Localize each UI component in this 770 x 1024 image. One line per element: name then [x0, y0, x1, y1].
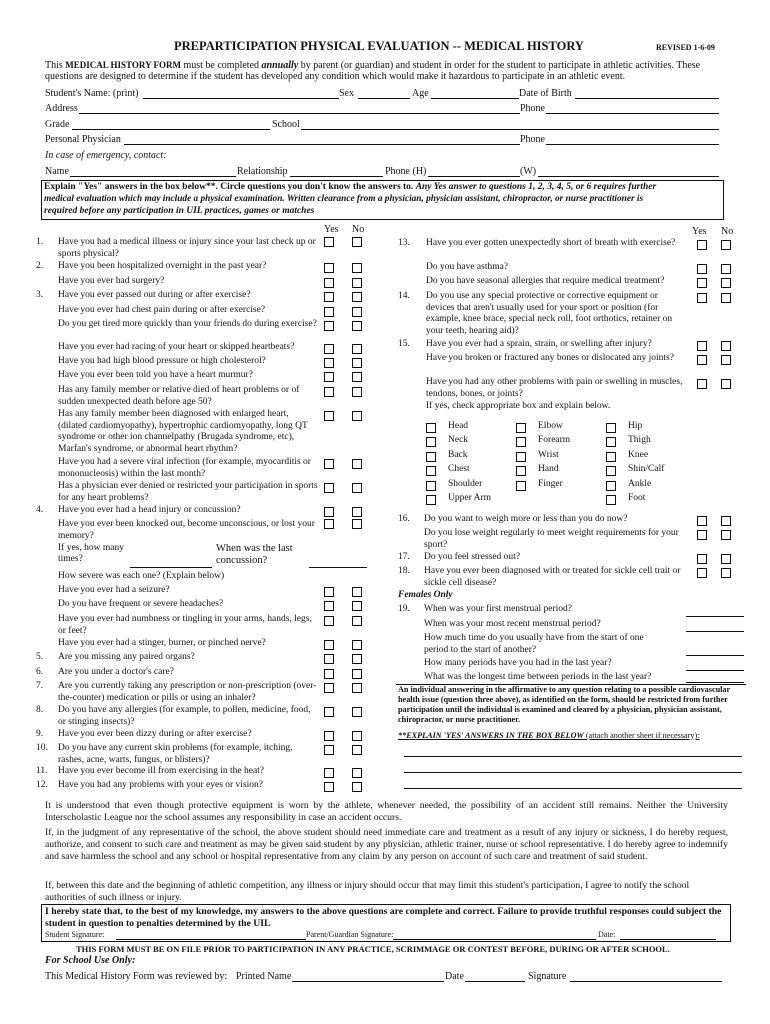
- explain-line-1: Explain "Yes" answers in the box below**. Circle questions you don't know the answers to. Any Yes answer to questions 1, 2, 3, 4, 5, or 6 requires further: [44, 182, 657, 192]
- question-number: 18.: [398, 566, 410, 576]
- affirmative-note: An individual answering in the affirmative to any question relating to a possible cardiovascular health issue (question three above), as identified on the form, should be restricted from further participation until the individual is examined and cleared by a physician, physician assistant, chiropractor, or nurse practitioner.: [398, 685, 730, 724]
- address-label: Address: [45, 103, 78, 114]
- no-checkbox[interactable]: [352, 237, 362, 247]
- no-checkbox[interactable]: [721, 278, 731, 288]
- yes-checkbox[interactable]: [324, 782, 334, 792]
- phone-w-field[interactable]: [538, 176, 719, 177]
- relationship-label: Relationship: [237, 166, 288, 177]
- question-number: 8.: [36, 705, 44, 715]
- yes-checkbox[interactable]: [324, 292, 334, 302]
- question-text: Have you had any other problems with pain or swelling in muscles, tendons, bones, or joints?: [426, 377, 683, 399]
- question-text: Have you had high blood pressure or high cholesterol?: [58, 356, 266, 366]
- body-part-label: Hand: [538, 464, 559, 475]
- body-part-checkbox[interactable]: [516, 466, 526, 476]
- q19-first-period-field[interactable]: [686, 616, 744, 617]
- concussion-last-field[interactable]: [309, 567, 367, 568]
- phone2-label: Phone: [520, 134, 545, 145]
- yes-checkbox[interactable]: [324, 616, 334, 626]
- body-part-label: Finger: [538, 478, 563, 489]
- body-part-checkbox[interactable]: [426, 466, 436, 476]
- question-text: Do you feel stressed out?: [424, 552, 521, 562]
- q19-longest-time: What was the longest time between periods in the last year?: [424, 672, 652, 682]
- no-checkbox[interactable]: [352, 654, 362, 664]
- age-label: Age: [412, 88, 429, 99]
- explain-line-b[interactable]: [404, 772, 742, 773]
- body-part-label: Back: [448, 449, 468, 460]
- printed-name-label: Printed Name: [236, 971, 292, 982]
- question-text: Has a physician ever denied or restricted your participation in sports for any heart problems?: [58, 481, 318, 503]
- body-part-checkbox[interactable]: [426, 481, 436, 491]
- question-text: Do you have any allergies (for example, to pollen, medicine, food, or stinging insects)?: [58, 705, 311, 727]
- no-header-right: No: [721, 226, 734, 237]
- yes-checkbox[interactable]: [697, 355, 707, 365]
- yes-checkbox[interactable]: [697, 516, 707, 526]
- question-text: Do you get tired more quickly than your friends do during exercise?: [58, 319, 317, 329]
- no-checkbox[interactable]: [352, 321, 362, 331]
- question-text: Has any family member or relative died of heart problems or of sudden unexpected death before age 50?: [58, 385, 300, 407]
- concussion-last-label: When was the last concussion?: [216, 543, 293, 566]
- revised-date: REVISED 1-6-09: [656, 43, 715, 52]
- yes-checkbox[interactable]: [697, 530, 707, 540]
- body-part-checkbox[interactable]: [426, 437, 436, 447]
- explain-yes-heading: **EXPLAIN 'YES' ANSWERS IN THE BOX BELOW (attach another sheet if necessary):: [398, 731, 700, 740]
- body-part-label: Shoulder: [448, 478, 483, 489]
- no-checkbox[interactable]: [721, 293, 731, 303]
- concussion-severity-label: How severe was each one? (Explain below): [58, 571, 225, 581]
- student-name-label: Student's Name: (print): [45, 88, 139, 99]
- question-number: 15.: [398, 339, 410, 349]
- no-checkbox[interactable]: [352, 358, 362, 368]
- yes-checkbox[interactable]: [324, 519, 334, 529]
- question-number: 11.: [36, 766, 48, 776]
- concussion-count-label: If yes, how many times?: [58, 543, 124, 564]
- question-number: 16.: [398, 514, 410, 524]
- body-part-label: Upper Arm: [448, 493, 492, 503]
- yes-checkbox[interactable]: [697, 554, 707, 564]
- student-name-field[interactable]: [143, 98, 339, 99]
- no-checkbox[interactable]: [352, 411, 362, 421]
- females-heading: Females Only: [398, 590, 453, 600]
- q19-period-count: How many periods have you had in the last year?: [424, 658, 612, 668]
- body-part-label: Knee: [628, 449, 649, 460]
- question-number: 4.: [36, 505, 44, 515]
- date-field[interactable]: [620, 939, 716, 940]
- no-checkbox[interactable]: [721, 530, 731, 540]
- body-part-label: Thigh: [628, 435, 651, 446]
- school-label: School: [272, 119, 300, 130]
- question-text: Have you had any problems with your eyes or vision?: [58, 780, 263, 790]
- question-text: Have you ever been diagnosed with or treated for sickle cell trait or sickle cell disease?: [424, 566, 681, 588]
- yes-checkbox[interactable]: [697, 568, 707, 578]
- question-text: Have you ever passed out during or after exercise?: [58, 290, 251, 300]
- no-checkbox[interactable]: [352, 782, 362, 792]
- question-text: Have you ever had a seizure?: [58, 585, 170, 595]
- no-checkbox[interactable]: [352, 519, 362, 529]
- no-checkbox[interactable]: [721, 568, 731, 578]
- question-text: Do you have asthma?: [426, 262, 509, 272]
- question-number: 7.: [36, 681, 44, 691]
- question-text: Have you had a medical illness or injury since your last check up or sports physical?: [58, 237, 316, 259]
- no-checkbox[interactable]: [721, 240, 731, 250]
- no-checkbox[interactable]: [352, 307, 362, 317]
- q19-longest-field[interactable]: [686, 682, 744, 683]
- age-field[interactable]: [431, 98, 519, 99]
- reviewed-by-label: This Medical History Form was reviewed by:: [45, 971, 228, 982]
- no-checkbox[interactable]: [352, 768, 362, 778]
- yes-checkbox[interactable]: [324, 483, 334, 493]
- date-label: Date:: [598, 930, 616, 939]
- question-text: Have you ever gotten unexpectedly short of breath with exercise?: [426, 238, 676, 248]
- question-text: If yes, check appropriate box and explain below.: [426, 401, 611, 411]
- no-checkbox[interactable]: [352, 707, 362, 717]
- body-part-checkbox[interactable]: [516, 481, 526, 491]
- no-checkbox[interactable]: [721, 264, 731, 274]
- no-checkbox[interactable]: [352, 483, 362, 493]
- explain-line-a[interactable]: [404, 756, 742, 757]
- phone-w-label: (W): [520, 166, 537, 177]
- body-part-checkbox[interactable]: [606, 495, 616, 505]
- body-part-label: Shin/Calf: [628, 464, 665, 475]
- body-part-label: Head: [448, 421, 469, 431]
- question-text: Have you ever had chest pain during or after exercise?: [58, 305, 266, 315]
- yes-checkbox[interactable]: [324, 707, 334, 717]
- explain-line-3: required before any participation in UIL practices, games or matches: [44, 206, 315, 216]
- yes-checkbox[interactable]: [324, 358, 334, 368]
- no-checkbox[interactable]: [352, 616, 362, 626]
- question-text: Are you currently taking any prescription or non-prescription (over-the-counter) medication or pills or using an inhaler?: [58, 681, 317, 703]
- body-part-checkbox[interactable]: [426, 423, 436, 433]
- question-text: Have you ever become ill from exercising in the heat?: [58, 766, 265, 776]
- no-checkbox[interactable]: [352, 387, 362, 397]
- q19-count-field[interactable]: [686, 670, 744, 671]
- body-part-label: Elbow: [538, 421, 563, 431]
- body-part-checkbox[interactable]: [426, 495, 436, 505]
- yes-checkbox[interactable]: [697, 379, 707, 389]
- body-part-checkbox[interactable]: [426, 452, 436, 462]
- question-text: Have you broken or fractured any bones or dislocated any joints?: [426, 353, 674, 363]
- yes-checkbox[interactable]: [324, 731, 334, 741]
- explain-line-c[interactable]: [404, 788, 742, 789]
- body-part-label: Ankle: [628, 478, 652, 489]
- body-part-checkbox[interactable]: [516, 452, 526, 462]
- body-part-checkbox[interactable]: [516, 437, 526, 447]
- question-text: Have you ever had numbness or tingling in your arms, hands, legs, or feet?: [58, 614, 312, 636]
- question-text: Have you been hospitalized overnight in the past year?: [58, 261, 267, 271]
- dob-field[interactable]: [575, 98, 719, 99]
- intro-line-2: questions are designed to determine if the student has developed any condition which would make it hazardous to participate in an athletic event.: [45, 71, 626, 82]
- no-checkbox[interactable]: [721, 516, 731, 526]
- q19-cycle-length: How much time do you usually have from the start of one period to the start of another?: [424, 633, 644, 655]
- question-text: Have you ever had a sprain, strain, or swelling after injury?: [426, 339, 652, 349]
- question-text: Have you ever had a head injury or concussion?: [58, 505, 241, 515]
- body-part-checkbox[interactable]: [606, 481, 616, 491]
- dob-label: Date of Birth: [519, 88, 572, 99]
- body-part-label: Wrist: [538, 449, 559, 460]
- no-checkbox[interactable]: [352, 601, 362, 611]
- q19-first-period: When was your first menstrual period?: [424, 604, 572, 614]
- no-checkbox[interactable]: [352, 344, 362, 354]
- body-part-label: Forearm: [538, 435, 571, 446]
- phone-h-label: Phone (H): [385, 166, 427, 177]
- no-checkbox[interactable]: [352, 587, 362, 597]
- question-number: 12.: [36, 780, 48, 790]
- question-text: Do you want to weigh more or less than you do now?: [424, 514, 628, 524]
- review-signature-field[interactable]: [570, 981, 722, 982]
- address-field[interactable]: [79, 113, 520, 114]
- yes-checkbox[interactable]: [324, 321, 334, 331]
- question-number: 1.: [36, 237, 44, 247]
- q19-recent-period: When was your most recent menstrual period?: [424, 619, 601, 629]
- yes-checkbox[interactable]: [324, 278, 334, 288]
- yes-checkbox[interactable]: [324, 669, 334, 679]
- question-number: 14.: [398, 291, 410, 301]
- physician-field[interactable]: [124, 144, 520, 145]
- yes-checkbox[interactable]: [324, 411, 334, 421]
- question-text: Have you ever had racing of your heart or skipped heartbeats?: [58, 342, 295, 352]
- no-checkbox[interactable]: [352, 731, 362, 741]
- question-number: 17.: [398, 552, 410, 562]
- emergency-label: In case of emergency, contact:: [45, 150, 167, 161]
- yes-checkbox[interactable]: [324, 307, 334, 317]
- body-part-label: Neck: [448, 435, 469, 446]
- no-checkbox[interactable]: [352, 683, 362, 693]
- yes-checkbox[interactable]: [324, 263, 334, 273]
- school-use-heading: For School Use Only:: [45, 955, 136, 966]
- school-field[interactable]: [301, 129, 719, 130]
- student-signature-field[interactable]: [116, 939, 306, 940]
- q19-number: 19.: [398, 604, 410, 614]
- question-number: 10.: [36, 743, 48, 753]
- form-title: PREPARTICIPATION PHYSICAL EVALUATION -- MEDICAL HISTORY: [174, 39, 584, 53]
- review-date-label: Date: [445, 971, 464, 982]
- parent-signature-label: Parent/Guardian Signature:: [306, 930, 394, 939]
- body-part-label: Hip: [628, 421, 643, 431]
- concussion-count-field[interactable]: [130, 567, 212, 568]
- yes-checkbox[interactable]: [324, 507, 334, 517]
- phone2-field[interactable]: [546, 144, 719, 145]
- question-text: Have you ever had a stinger, burner, or pinched nerve?: [58, 638, 266, 648]
- yes-checkbox[interactable]: [324, 654, 334, 664]
- no-checkbox[interactable]: [352, 292, 362, 302]
- printed-name-field[interactable]: [292, 981, 444, 982]
- no-checkbox[interactable]: [352, 507, 362, 517]
- sex-field[interactable]: [358, 98, 410, 99]
- yes-checkbox[interactable]: [697, 341, 707, 351]
- yes-checkbox[interactable]: [697, 278, 707, 288]
- physician-label: Personal Physician: [45, 134, 121, 145]
- phone-h-field[interactable]: [428, 176, 520, 177]
- yes-checkbox[interactable]: [324, 459, 334, 469]
- question-text: Are you under a doctor's care?: [58, 667, 174, 677]
- parent-signature-field[interactable]: [393, 939, 596, 940]
- question-text: Have you ever been told you have a heart murmur?: [58, 370, 253, 380]
- question-text: Has any family member been diagnosed with enlarged heart, (dilated cardiomyopathy), hypertrophic cardiomyopathy, long QT syndrome or other ion channelpathy (Brugada syndrome, etc), Marfan's syndrome, or abnormal heart rhythm?: [58, 409, 308, 454]
- question-text: Do you lose weight regularly to meet weight requirements for your sport?: [424, 528, 679, 550]
- no-checkbox[interactable]: [352, 745, 362, 755]
- grade-field[interactable]: [72, 129, 270, 130]
- no-checkbox[interactable]: [352, 278, 362, 288]
- yes-checkbox[interactable]: [324, 344, 334, 354]
- yes-header-left: Yes: [324, 224, 339, 235]
- yes-checkbox[interactable]: [324, 387, 334, 397]
- no-header-left: No: [352, 224, 365, 235]
- question-number: 3.: [36, 290, 44, 300]
- yes-checkbox[interactable]: [324, 372, 334, 382]
- question-text: Do you use any special protective or corrective equipment or devices that aren't usually used for your sport or position (for example, knee brace, special neck roll, foot orthotics, retainer on your teeth, hearing aid)?: [426, 291, 673, 336]
- truthful-statement: I hereby state that, to the best of my knowledge, my answers to the above questions are complete and correct. Failure to provide truthful responses could subject the student in question to penalties determined by the UIL: [45, 906, 722, 929]
- question-text: Do you have frequent or severe headaches?: [58, 599, 224, 609]
- yes-checkbox[interactable]: [324, 237, 334, 247]
- on-file-notice: THIS FORM MUST BE ON FILE PRIOR TO PARTICIPATION IN ANY PRACTICE, SCRIMMAGE OR CONTEST BEFORE, DURING OR AFTER SCHOOL.: [76, 944, 670, 954]
- explain-line-2: medical evaluation which may include a physical examination. Written clearance from a physician, physician assistant, chiropractor, or nurse practitioner is: [44, 194, 644, 204]
- relationship-field[interactable]: [290, 176, 383, 177]
- body-part-checkbox[interactable]: [606, 437, 616, 447]
- body-part-label: Chest: [448, 464, 470, 475]
- no-checkbox[interactable]: [352, 669, 362, 679]
- yes-checkbox[interactable]: [324, 587, 334, 597]
- review-date-field[interactable]: [465, 981, 525, 982]
- yes-checkbox[interactable]: [324, 768, 334, 778]
- yes-header-right: Yes: [692, 226, 707, 237]
- student-signature-label: Student Signature:: [45, 930, 105, 939]
- question-number: 9.: [36, 729, 44, 739]
- yes-checkbox[interactable]: [324, 745, 334, 755]
- notify-paragraph: If, between this date and the beginning of athletic competition, any illness or injury should occur that may limit this student's participation, I agree to notify the school authorities of such illness or injury.: [45, 880, 690, 903]
- no-checkbox[interactable]: [352, 263, 362, 273]
- contact-name-label: Name: [45, 166, 69, 177]
- no-checkbox[interactable]: [721, 341, 731, 351]
- no-checkbox[interactable]: [721, 355, 731, 365]
- intro-line-1: This MEDICAL HISTORY FORM must be completed annually by parent (or guardian) and student in order for the student to participate in athletic activities. These: [45, 60, 701, 71]
- contact-name-field[interactable]: [70, 176, 236, 177]
- yes-checkbox[interactable]: [697, 264, 707, 274]
- no-checkbox[interactable]: [352, 372, 362, 382]
- q19-recent-period-field[interactable]: [686, 631, 744, 632]
- question-text: Do you have any current skin problems (for example, itching, rashes, acne, warts, fungus, or blisters)?: [58, 743, 293, 765]
- yes-checkbox[interactable]: [324, 683, 334, 693]
- yes-checkbox[interactable]: [697, 293, 707, 303]
- consent-paragraph: If, in the judgment of any representative of the school, the above student should need immediate care and treatment as a result of any injury or sickness, I do hereby request, authorize, and consent to such care and treatment as may be given said student by any physician, athletic trainer, nurse or school representative. I do hereby agree to indemnify and save harmless the school and any school or hospital representative from any claim by any person on account of such care and treatment of said student.: [45, 827, 728, 862]
- yes-checkbox[interactable]: [697, 240, 707, 250]
- question-number: 5.: [36, 652, 44, 662]
- question-number: 13.: [398, 238, 410, 248]
- no-checkbox[interactable]: [721, 554, 731, 564]
- question-text: Do you have seasonal allergies that require medical treatment?: [426, 276, 665, 286]
- body-part-checkbox[interactable]: [606, 466, 616, 476]
- no-checkbox[interactable]: [721, 379, 731, 389]
- question-text: Have you ever been knocked out, become unconscious, or lost your memory?: [58, 519, 315, 541]
- body-part-label: Foot: [628, 493, 646, 503]
- liability-paragraph: It is understood that even though protective equipment is worn by the athlete, whenever needed, the possibility of an accident still remains. Neither the University Interscholastic League nor the school assumes any responsibility in case an accident occurs.: [45, 800, 728, 823]
- question-text: Have you ever had surgery?: [58, 276, 165, 286]
- question-text: Have you ever been dizzy during or after exercise?: [58, 729, 252, 739]
- no-checkbox[interactable]: [352, 459, 362, 469]
- body-part-checkbox[interactable]: [516, 423, 526, 433]
- review-signature-label: Signature: [528, 971, 567, 982]
- no-checkbox[interactable]: [352, 640, 362, 650]
- sex-label: Sex: [339, 88, 354, 99]
- question-text: Are you missing any paired organs?: [58, 652, 195, 662]
- phone-field[interactable]: [546, 113, 719, 114]
- phone-label: Phone: [520, 103, 545, 114]
- question-number: 6.: [36, 667, 44, 677]
- question-number: 2.: [36, 261, 44, 271]
- yes-checkbox[interactable]: [324, 601, 334, 611]
- body-part-checkbox[interactable]: [606, 452, 616, 462]
- grade-label: Grade: [45, 119, 70, 130]
- body-part-checkbox[interactable]: [606, 423, 616, 433]
- q19-cycle-field[interactable]: [686, 655, 744, 656]
- question-text: Have you had a severe viral infection (for example, myocarditis or mononucleosis) within the last month?: [58, 457, 311, 479]
- yes-checkbox[interactable]: [324, 640, 334, 650]
